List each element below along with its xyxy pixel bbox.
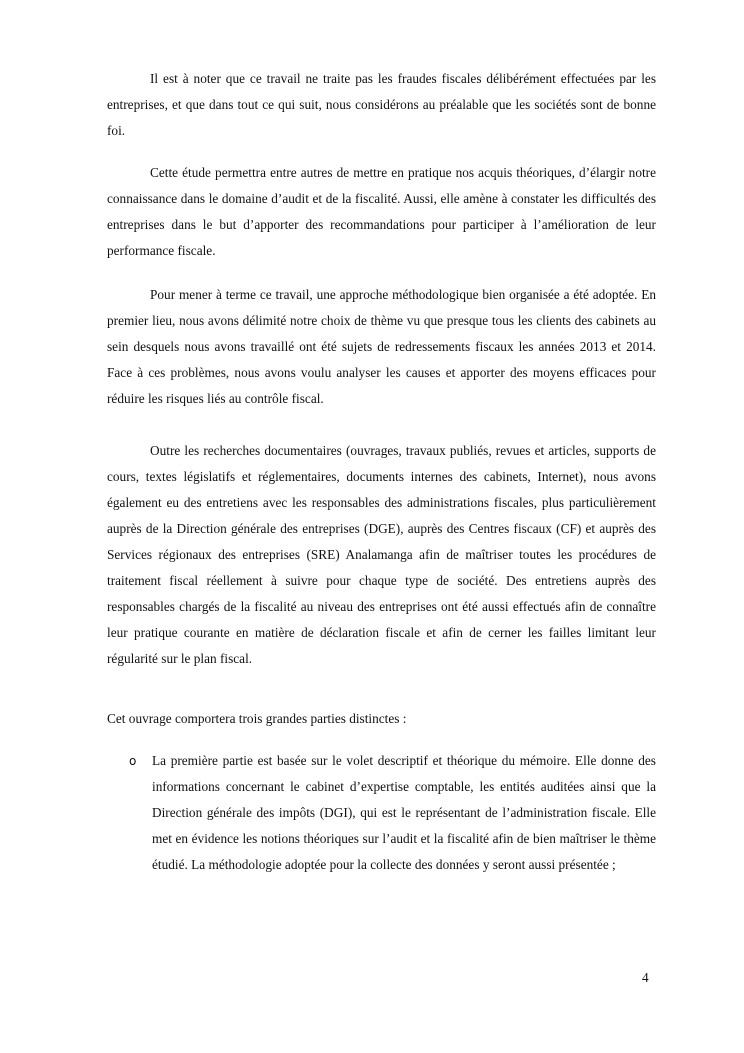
list-item [107, 748, 656, 878]
paragraph-methodology: Pour mener à terme ce travail, une approche méthodologique bien organisée a été adoptée. En premier lieu, nous avons délimité notre choix de thème vu que presque tous les clients des cabinets au sein desquels nous avons travaillé ont été sujets de redressements fiscaux les années 2013 et 2014. Face à ces problèmes, nous avons voulu analyser les causes et apporter des moyens efficaces pour réduire les risques liés au contrôle fiscal. [107, 287, 656, 406]
spacer [107, 144, 656, 160]
paragraph-study-purpose: Cette étude permettra entre autres de mettre en pratique nos acquis théoriques, d’élargir notre connaissance dans le domaine d’audit et de la fiscalité. Aussi, elle amène à constater les difficultés des entreprises dans le but d’apporter des recommandations pour participer à l’amélioration de leur performance fiscale. [107, 165, 656, 258]
paragraph-research: Outre les recherches documentaires (ouvrages, travaux publiés, revues et articles, supports de cours, textes législatifs et réglementaires, documents internes des cabinets, Internet), nous avons également eu des entretiens avec les responsables des administrations fiscales, plus particulièrement auprès de la Direction générale des entreprises (DGE), auprès des Centres fiscaux (CF) et auprès des Services régionaux des entreprises (SRE) Analamanga afin de maîtriser toutes les procédures de traitement fiscal réellement à suivre pour chaque type de société. Des entretiens auprès des responsables chargés de la fiscalité au niveau des entreprises ont été aussi effectués afin de connaître leur pratique courante en matière de déclaration fiscale et afin de cerner les failles limitant leur régularité sur le plan fiscal. [107, 443, 656, 666]
page-number: 4 [642, 970, 649, 985]
spacer [107, 672, 656, 706]
spacer [107, 412, 656, 438]
list-item-text: La première partie est basée sur le volet descriptif et théorique du mémoire. Elle donne des informations concernant le cabinet d’expertise comptable, les entités auditées ainsi que la Direction générale des impôts (DGI), qui est le représentant de l’administration fiscale. Elle met en évidence les notions théoriques sur l’audit et la fiscalité afin de bien maîtriser le thème étudié. La méthodologie adoptée pour la collecte des données y seront aussi présentée ; [152, 753, 656, 872]
paragraph-structure-intro: Cet ouvrage comportera trois grandes parties distinctes : [107, 711, 407, 726]
spacer [107, 732, 656, 748]
parts-list [107, 748, 656, 878]
paragraph-fraud-note: Il est à noter que ce travail ne traite pas les fraudes fiscales délibérément effectuées par les entreprises, et que dans tout ce qui suit, nous considérons au préalable que les sociétés sont de bonne foi. [107, 71, 656, 138]
hollow-bullet-icon: o [129, 754, 137, 768]
spacer [107, 264, 656, 282]
document-page [107, 66, 656, 878]
